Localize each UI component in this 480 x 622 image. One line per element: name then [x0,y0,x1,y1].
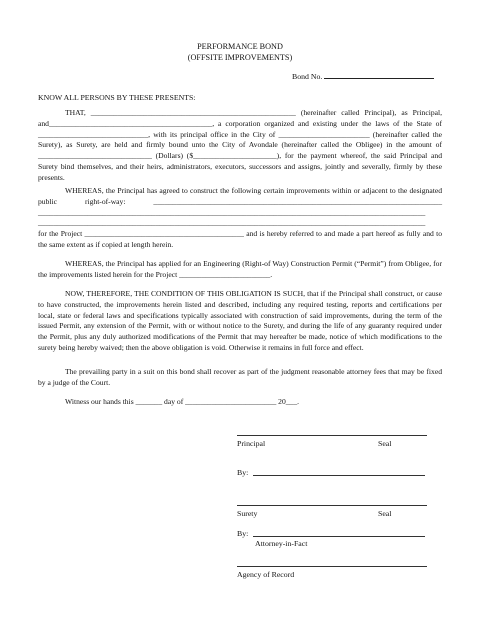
surety-label: Surety [237,509,258,518]
document-title: PERFORMANCE BOND [197,42,283,51]
project-paragraph: for the Project __________________________________________ and is hereby referred to and made a part hereof as fully and to the same extent as if copied at length herein. [38,229,442,249]
bond-number-label: Bond No. [292,72,323,81]
know-all-heading: KNOW ALL PERSONS BY THESE PRESENTS: [38,93,196,102]
agency-signature-line [237,566,427,567]
bond-number-blank [324,70,434,79]
prevailing-party-paragraph: The prevailing party in a suit on this bond shall recover as part of the judgment reasonable attorney fees that may be fixed by a judge of the Court. [38,367,442,387]
principal-by-line [253,475,425,476]
principal-label: Principal [237,439,266,448]
principal-signature-line [237,435,427,436]
that-paragraph: THAT, ______________________________________________________ (hereinafter called Principal), as Principal, and___________________________________________, a corporation organized and existing under the laws of the State of _____________________________, with its principal office in the City of ________________________ (hereinafter called the Surety), as Surety, are held and firmly bound unto the City of Avondale (hereinafter called the Obligee) in the amount of ______________________________ (Dollars) ($______________________), for the payment whereof, the said Principal and Surety bind themselves, and their heirs, administrators, executors, successors and assigns, jointly and severally, firmly by these presents. [38,108,442,182]
agency-of-record-label: Agency of Record [237,570,295,579]
bond-number-line [292,70,434,82]
seal-label: Seal [378,509,392,518]
witness-line: Witness our hands this _______ day of ________________________ 20___. [65,397,300,406]
whereas-improvements-paragraph: WHEREAS, the Principal has agreed to construct the following certain improvements within or adjacent to the designated public right-of-way: ____________________________________________________________________________ ______________________________________________________________________________________________________ ______________________________________________________________________________________________________ [38,186,442,228]
attorney-in-fact-label: Attorney-in-Fact [255,539,308,548]
whereas-permit-paragraph: WHEREAS, the Principal has applied for an Engineering (Right-of Way) Construction Permit (“Permit”) from Obligee, for the improvements listed herein for the Project ________________________. [38,259,442,279]
surety-signature-line [237,505,427,506]
document-subtitle: (OFFSITE IMPROVEMENTS) [187,53,293,62]
seal-label: Seal [378,439,392,448]
surety-by-line [253,536,425,537]
by-label: By: [237,468,249,477]
condition-paragraph: NOW, THEREFORE, THE CONDITION OF THIS OBLIGATION IS SUCH, that if the Principal shall construct, or cause to have constructed, the improvements herein listed and described, including any required testing, reports and certifications per local, state or federal laws and specifications typically associated with construction of said improvements, during the term of the issued Permit, any extension of the Permit, with or without notice to the Surety, and during the life of any guaranty required under the Permit, plus any duly authorized modifications of the Permit that may hereafter be made, notice of which modifications to the surety being hereby waived; then the above obligation is void. Otherwise it remains in full force and effect. [38,289,442,352]
by-label: By: [237,529,249,538]
